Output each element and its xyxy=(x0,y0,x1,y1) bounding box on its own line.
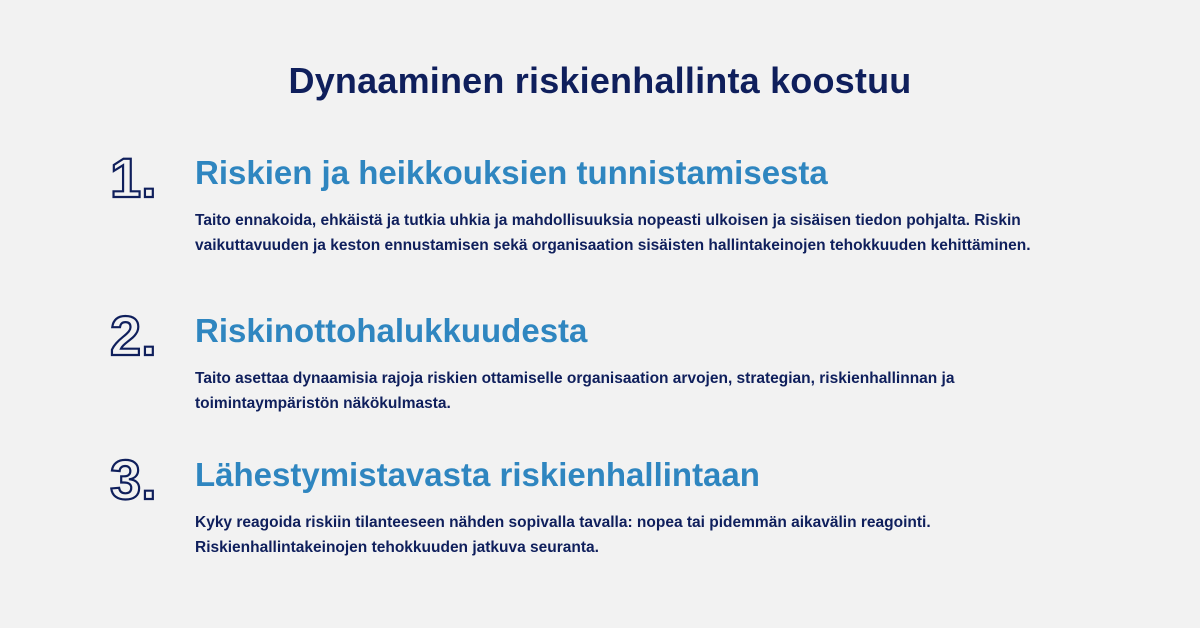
item-description: Kyky reagoida riskiin tilanteeseen nähden sopivalla tavalla: nopea tai pidemmän aikavälin reagointi. Riskienhallintakeinojen tehokkuuden jatkuva seuranta. xyxy=(195,514,931,556)
item-description: Taito asettaa dynaamisia rajoja riskien ottamiselle organisaation arvojen, strategian, riskienhallinnan ja toimintaympäristön näkökulmasta. xyxy=(195,370,955,412)
item-number: 1. xyxy=(110,146,157,209)
item-heading: Riskinottohalukkuudesta xyxy=(195,312,588,349)
item-number: 2. xyxy=(110,304,157,367)
item-number: 3. xyxy=(110,448,157,511)
item-heading: Lähestymistavasta riskienhallintaan xyxy=(195,456,760,493)
item-description: Taito ennakoida, ehkäistä ja tutkia uhkia ja mahdollisuuksia nopeasti ulkoisen ja sisäisen tiedon pohjalta. Riskin vaikuttavuuden ja keston ennustamisen sekä organisaation sisäisten hallintakeinojen tehokkuuden kehittäminen. xyxy=(195,212,1031,254)
page-title: Dynaaminen riskienhallinta koostuu xyxy=(288,60,912,101)
item-heading: Riskien ja heikkouksien tunnistamisesta xyxy=(195,154,828,191)
